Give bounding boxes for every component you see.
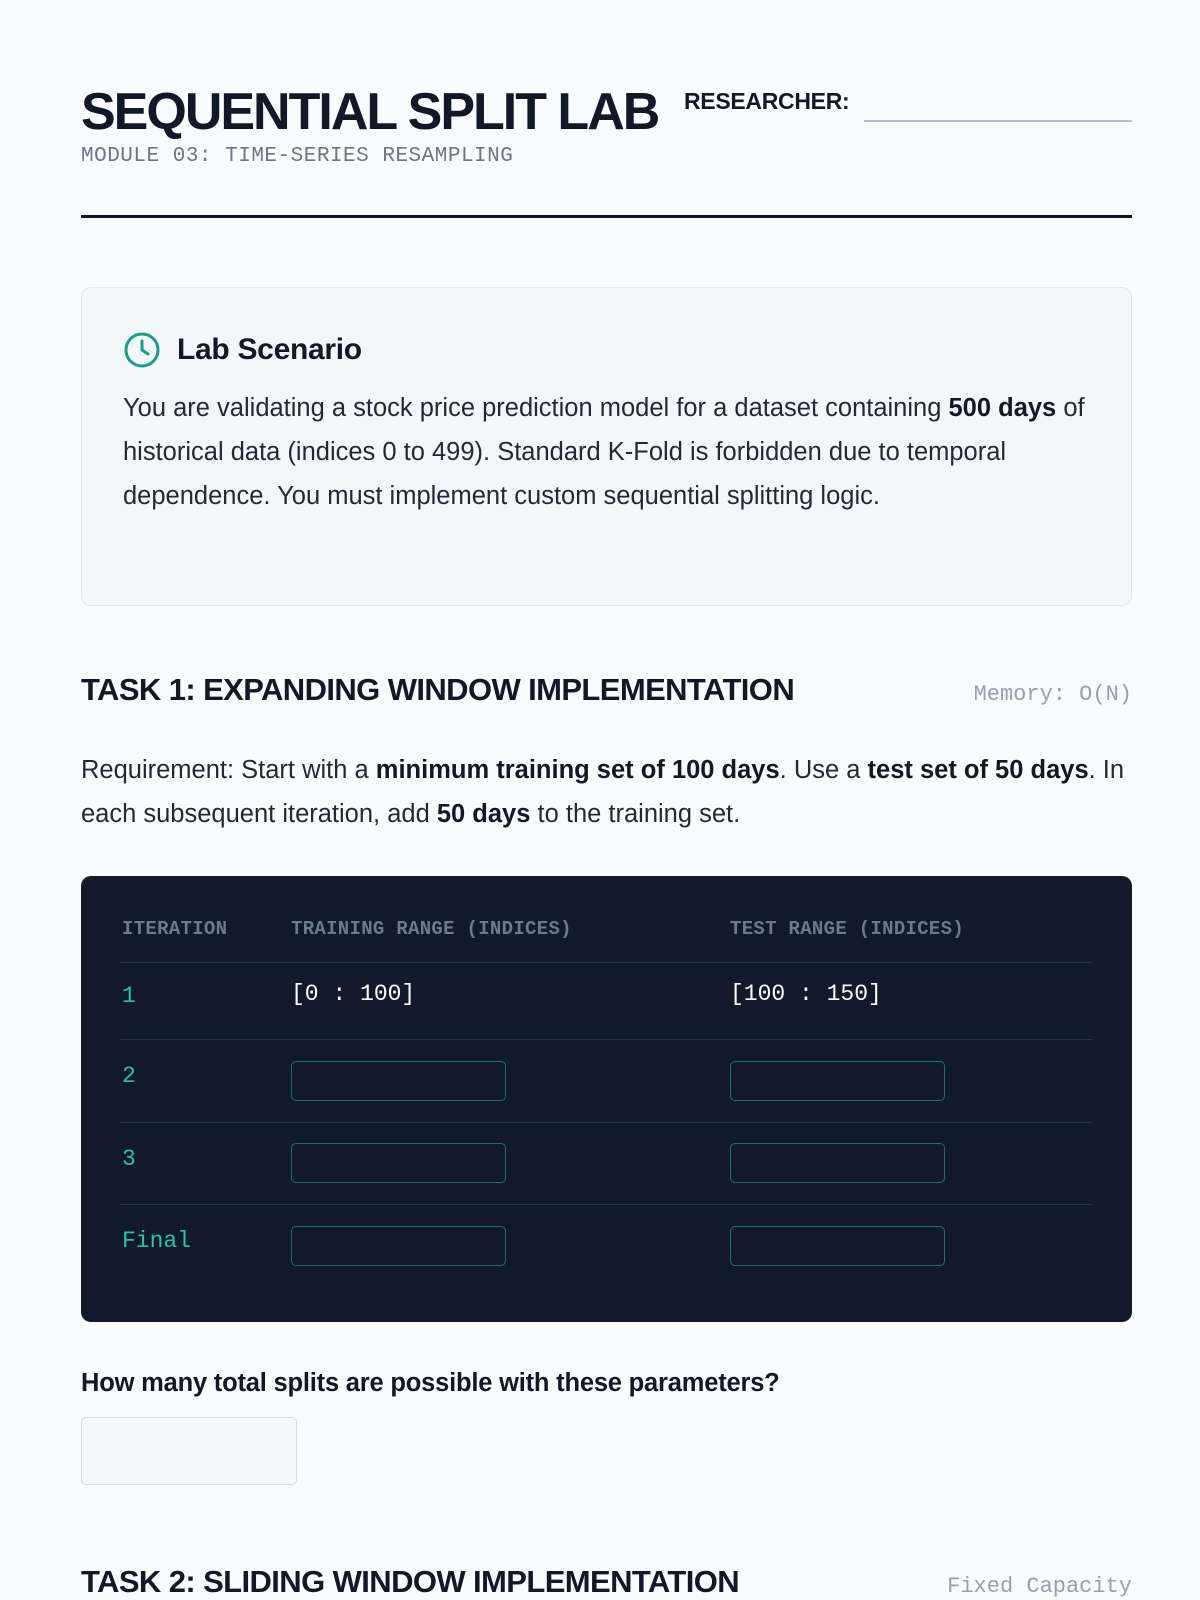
page-title: SEQUENTIAL SPLIT LAB: [81, 83, 659, 141]
task2-capacity-tag: Fixed Capacity: [947, 1574, 1132, 1599]
req-bold: 50 days: [436, 800, 531, 828]
column-header-iteration: ITERATION: [122, 918, 228, 940]
training-range-input[interactable]: [291, 1226, 506, 1266]
split-table-panel: [81, 876, 1132, 1322]
task1-title: TASK 1: EXPANDING WINDOW IMPLEMENTATION: [81, 672, 795, 707]
training-range-input[interactable]: [291, 1061, 506, 1101]
researcher-name-input[interactable]: [864, 94, 1132, 122]
test-range-input[interactable]: [730, 1143, 945, 1183]
training-range-value: [0 : 100]: [291, 981, 416, 1007]
scenario-bold-days: 500 days: [948, 394, 1057, 422]
req-text: . Use a: [779, 756, 868, 784]
scenario-text-part: of historical data (indices 0 to 499). Standard K-Fold is forbidden due to temporal dependence. You must implement custom sequential splitting logic.: [123, 394, 1085, 510]
column-header-test-range: TEST RANGE (INDICES): [730, 918, 965, 940]
test-range-value: [100 : 150]: [730, 981, 882, 1007]
scenario-card: [81, 287, 1132, 606]
total-splits-input[interactable]: [81, 1417, 297, 1485]
table-divider: [120, 1122, 1093, 1123]
splits-question: How many total splits are possible with these parameters?: [81, 1369, 780, 1397]
task2-header: [81, 1564, 1132, 1600]
iteration-label: Final: [122, 1228, 192, 1254]
training-range-input[interactable]: [291, 1143, 506, 1183]
task1-requirement: [81, 748, 1132, 836]
iteration-label: 1: [122, 983, 136, 1009]
scenario-text-part: You are validating a stock price prediction model for a dataset containing: [123, 394, 949, 422]
req-bold: minimum training set of 100 days: [375, 756, 780, 784]
req-bold: test set of 50 days: [867, 756, 1089, 784]
clock-icon: [123, 331, 161, 369]
task1-memory-tag: Memory: O(N): [973, 682, 1132, 707]
scenario-description: [123, 386, 1090, 518]
task1-header: [81, 672, 1132, 712]
module-subtitle: MODULE 03: TIME-SERIES RESAMPLING: [81, 145, 514, 168]
req-text: . In each subsequent iteration, add: [81, 756, 1125, 828]
table-divider: [120, 1204, 1093, 1205]
scenario-header: [123, 330, 1090, 370]
req-text: Requirement: Start with a: [81, 756, 376, 784]
column-header-training-range: TRAINING RANGE (INDICES): [291, 918, 572, 940]
test-range-input[interactable]: [730, 1061, 945, 1101]
test-range-input[interactable]: [730, 1226, 945, 1266]
page-header: [81, 0, 1132, 218]
researcher-label: RESEARCHER:: [684, 88, 850, 114]
scenario-title: Lab Scenario: [177, 333, 362, 366]
task2-title: TASK 2: SLIDING WINDOW IMPLEMENTATION: [81, 1564, 740, 1599]
lab-page: [81, 0, 1132, 1599]
iteration-label: 3: [122, 1146, 136, 1172]
req-text: to the training set.: [530, 800, 741, 828]
table-divider: [120, 1039, 1093, 1040]
table-divider: [120, 962, 1093, 963]
iteration-label: 2: [122, 1063, 136, 1089]
